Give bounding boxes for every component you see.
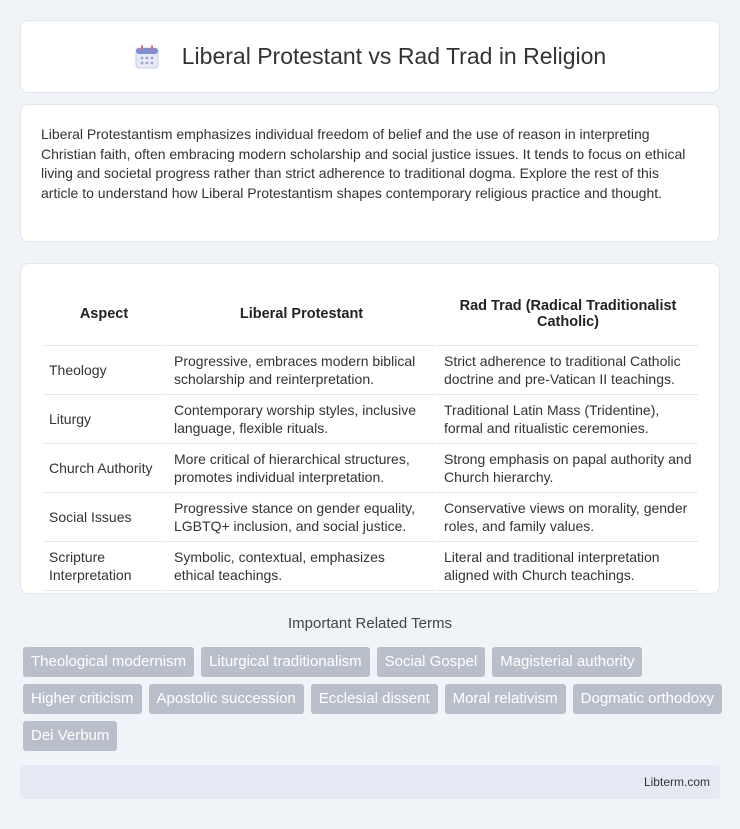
header-card <box>20 20 720 93</box>
related-terms-title: Important Related Terms <box>288 615 452 632</box>
page-title: Liberal Protestant vs Rad Trad in Religion <box>181 43 607 69</box>
intro-card <box>20 104 720 242</box>
table-row <box>43 346 698 395</box>
table-row <box>43 444 698 493</box>
column-header-aspect: Aspect <box>43 282 165 346</box>
footer <box>20 765 720 799</box>
related-term-tag[interactable]: Theological modernism <box>23 647 194 677</box>
row-aspect: Scripture Interpretation <box>43 542 165 591</box>
column-header-rad-trad: Rad Trad (Radical Traditionalist Catholic) <box>435 282 698 346</box>
table-row <box>43 493 698 542</box>
row-rad-trad: Conservative views on morality, gender roles, and family values. <box>435 493 698 542</box>
row-aspect: Liturgy <box>43 395 165 444</box>
row-liberal-protestant: Contemporary worship styles, inclusive language, flexible rituals. <box>165 395 435 444</box>
related-term-tag[interactable]: Magisterial authority <box>492 647 642 677</box>
footer-brand[interactable]: Libterm.com <box>643 775 710 789</box>
related-term-tag[interactable]: Ecclesial dissent <box>311 684 438 714</box>
related-term-tag[interactable]: Dogmatic orthodoxy <box>573 684 722 714</box>
related-term-tag[interactable]: Liturgical traditionalism <box>201 647 370 677</box>
row-liberal-protestant: Progressive, embraces modern biblical scholarship and reinterpretation. <box>165 346 435 395</box>
row-aspect: Church Authority <box>43 444 165 493</box>
related-term-tag[interactable]: Higher criticism <box>23 684 142 714</box>
related-terms-list <box>23 647 723 751</box>
related-term-tag[interactable]: Moral relativism <box>445 684 566 714</box>
row-liberal-protestant: More critical of hierarchical structures, promotes individual interpretation. <box>165 444 435 493</box>
comparison-table <box>43 282 698 591</box>
row-aspect: Social Issues <box>43 493 165 542</box>
column-header-liberal-protestant: Liberal Protestant <box>165 282 435 346</box>
row-rad-trad: Literal and traditional interpretation aligned with Church teachings. <box>435 542 698 591</box>
table-row <box>43 542 698 591</box>
comparison-table-card <box>20 263 720 594</box>
row-liberal-protestant: Progressive stance on gender equality, LGBTQ+ inclusion, and social justice. <box>165 493 435 542</box>
row-rad-trad: Strong emphasis on papal authority and Church hierarchy. <box>435 444 698 493</box>
intro-text: Liberal Protestantism emphasizes individual freedom of belief and the use of reason in interpreting Christian faith, often embracing modern scholarship and social justice issues. It tends to focus on ethical living and societal progress rather than strict adherence to traditional dogma. Explore the rest of this article to understand how Liberal Protestantism shapes contemporary religious practice and thought. <box>41 126 686 201</box>
table-row <box>43 395 698 444</box>
related-term-tag[interactable]: Social Gospel <box>377 647 486 677</box>
row-liberal-protestant: Symbolic, contextual, emphasizes ethical teachings. <box>165 542 435 591</box>
table-header-row <box>43 282 698 346</box>
row-aspect: Theology <box>43 346 165 395</box>
row-rad-trad: Traditional Latin Mass (Tridentine), formal and ritualistic ceremonies. <box>435 395 698 444</box>
related-term-tag[interactable]: Dei Verbum <box>23 721 117 751</box>
calendar-icon <box>134 44 160 70</box>
row-rad-trad: Strict adherence to traditional Catholic doctrine and pre-Vatican II teachings. <box>435 346 698 395</box>
related-term-tag[interactable]: Apostolic succession <box>149 684 304 714</box>
